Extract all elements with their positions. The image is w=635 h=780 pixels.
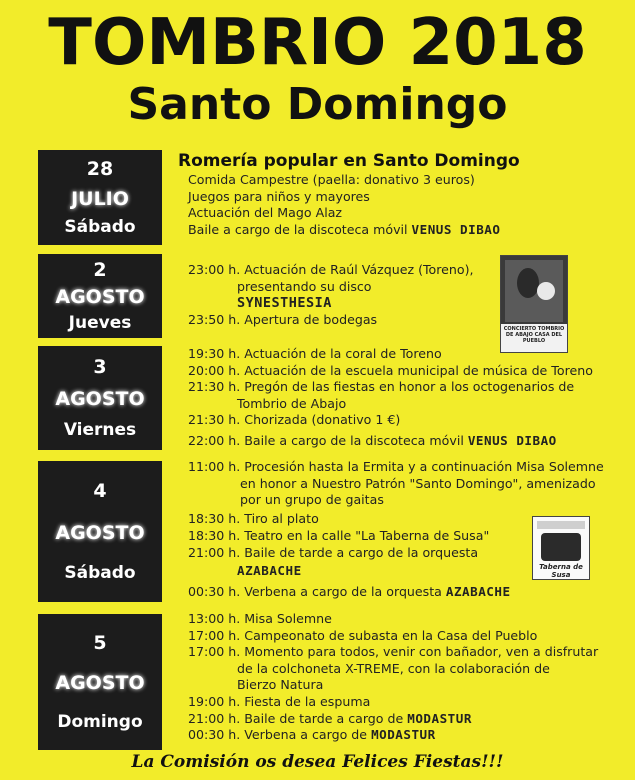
event-text: 22:00 h. Baile a cargo de la discoteca móvil (188, 432, 468, 448)
event-line: 19:30 h. Actuación de la coral de Toreno (188, 346, 442, 361)
event-line: 23:00 h. Actuación de Raúl Vázquez (Toreno), (188, 262, 474, 277)
day-number: 3 (93, 356, 107, 378)
day-month: AGOSTO (55, 286, 145, 308)
event-line (188, 433, 618, 450)
event-text: 00:30 h. Verbena a cargo de la orquesta (188, 584, 446, 599)
event-line (188, 584, 511, 601)
artist-name: AZABACHE (445, 584, 511, 599)
event-line: 21:30 h. Chorizada (donativo 1 €) (188, 412, 401, 428)
day-number: 28 (86, 157, 114, 180)
poster-title: TOMBRIO 2018 (48, 6, 587, 80)
artist-name: MODASTUR (407, 710, 472, 726)
day-month: AGOSTO (55, 388, 145, 410)
event-line: 21:30 h. Pregón de las fiestas en honor a los octogenarios de (188, 379, 575, 395)
event-text: 21:00 h. Baile de tarde a cargo de (188, 710, 408, 726)
event-line: 20:00 h. Actuación de la escuela municipal de música de Toreno (188, 362, 593, 378)
event-line: 23:50 h. Apertura de bodegas (188, 311, 378, 327)
event-line: 21:00 h. Baile de tarde a cargo de la orquesta (188, 545, 479, 560)
artist-name: MODASTUR (371, 727, 436, 743)
event-text: 00:30 h. Verbena a cargo de (188, 727, 372, 743)
artist-name: AZABACHE (237, 563, 302, 578)
poster-caption: Taberna de Susa (539, 563, 583, 579)
day-number: 5 (93, 632, 107, 654)
day-box-5-agosto (38, 614, 162, 750)
event-line: 13:00 h. Misa Solemne (188, 611, 332, 626)
album-name: SYNESTHESIA (237, 295, 332, 312)
day-weekday: Jueves (68, 313, 132, 333)
day-number: 4 (93, 480, 107, 503)
event-line: Juegos para niños y mayores (188, 188, 370, 204)
event-line: presentando su disco (237, 278, 372, 294)
day-box-28-julio (38, 150, 162, 245)
footer-message: La Comisión os desea Felices Fiestas!!! (131, 752, 504, 772)
day-number: 2 (93, 259, 107, 281)
event-line: Bierzo Natura (237, 677, 324, 693)
event-line: Tombrio de Abajo (237, 395, 347, 411)
event-line: 17:00 h. Campeonato de subasta en la Casa del Pueblo (188, 627, 538, 643)
section-heading: Romería popular en Santo Domingo (178, 151, 520, 171)
disc-icon (537, 282, 555, 300)
event-line: Comida Campestre (paella: donativo 3 euros) (188, 172, 475, 187)
day-weekday: Sábado (64, 217, 136, 238)
day-month: JULIO (71, 187, 129, 210)
artist-name: VENUS DIBAO (411, 221, 501, 237)
schedule-3-agosto (188, 346, 618, 450)
event-line: de la colchoneta X-TREME, con la colaboración de (237, 660, 550, 676)
day-box-3-agosto (38, 346, 162, 450)
day-box-4-agosto (38, 461, 162, 602)
poster-header-band (537, 521, 585, 529)
performers-figure (541, 533, 581, 561)
day-month: AGOSTO (55, 672, 145, 694)
event-text: Baile a cargo de la discoteca móvil (188, 221, 412, 237)
day-weekday: Sábado (64, 562, 136, 583)
event-line: 18:30 h. Teatro en la calle "La Taberna de Susa" (188, 528, 490, 543)
schedule-5-agosto (188, 611, 618, 744)
poster-subtitle: Santo Domingo (127, 79, 508, 130)
day-weekday: Domingo (57, 712, 143, 732)
concert-poster-image (500, 255, 568, 353)
schedule-28-julio (178, 150, 618, 238)
event-line: 18:30 h. Tiro al plato (188, 511, 319, 526)
event-line: 17:00 h. Momento para todos, venir con bañador, ven a disfrutar (188, 644, 599, 660)
day-weekday: Viernes (63, 420, 137, 440)
artist-name: VENUS DIBAO (467, 432, 557, 448)
event-line: 19:00 h. Fiesta de la espuma (188, 693, 371, 709)
event-line (188, 222, 618, 239)
event-line: por un grupo de gaitas (240, 492, 384, 507)
day-month: AGOSTO (55, 521, 145, 544)
event-line: 11:00 h. Procesión hasta la Ermita y a continuación Misa Solemne (188, 459, 604, 474)
event-line (188, 727, 618, 744)
theatre-poster-image (532, 516, 590, 580)
musician-figure (517, 268, 539, 298)
poster-caption: CONCIERTO TOMBRIO DE ABAJO CASA DEL PUEBLO (503, 326, 565, 344)
day-box-2-agosto (38, 254, 162, 338)
event-line: en honor a Nuestro Patrón "Santo Domingo", amenizado (240, 476, 596, 491)
event-line (188, 711, 618, 728)
event-line: Actuación del Mago Alaz (188, 205, 343, 221)
